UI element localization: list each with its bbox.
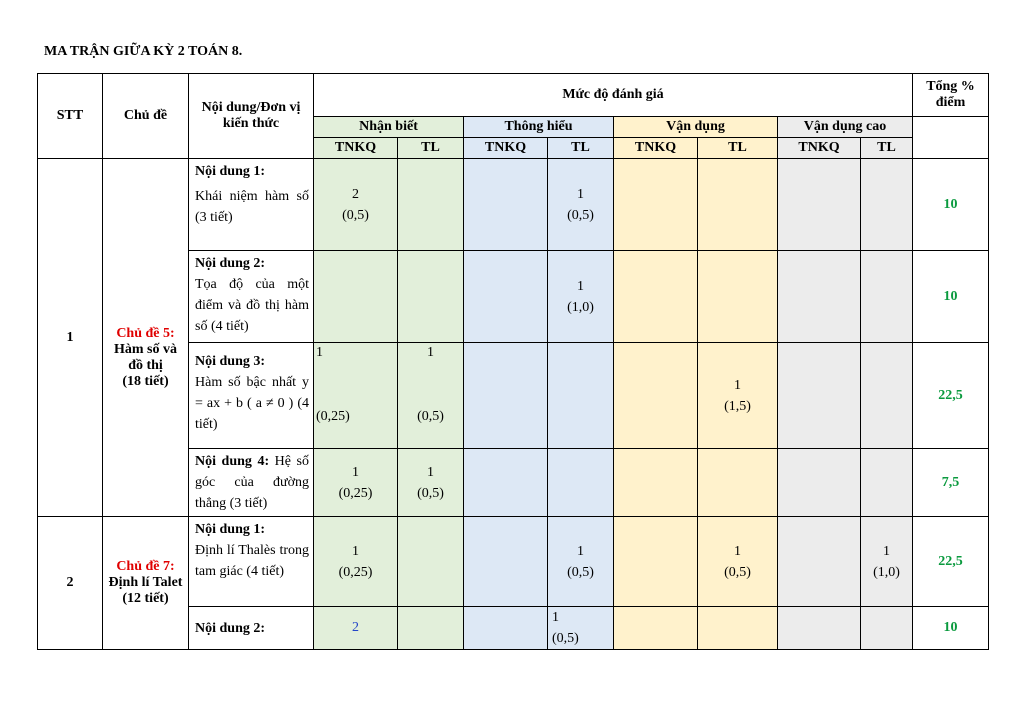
score-cell	[861, 607, 913, 650]
topic-label: Chủ đề 7:	[116, 559, 175, 574]
score-cell	[614, 449, 698, 517]
content-text: Tọa độ của một điểm và đồ thị hàm số (4 tiết)	[195, 277, 309, 334]
content-cell	[189, 159, 314, 251]
subheader-tl: TL	[398, 138, 464, 159]
score-cell	[314, 607, 398, 650]
score-cell	[464, 159, 548, 251]
score-count: 2	[352, 620, 359, 635]
score-cell	[861, 343, 913, 449]
score-cell: 1 (0,5)	[548, 159, 614, 251]
score-cell: 1 (1,0)	[548, 251, 614, 343]
score-cell	[548, 343, 614, 449]
score-cell	[398, 251, 464, 343]
content-text: Định lí Thalès trong tam giác (4 tiết)	[195, 543, 309, 579]
score-cell: 1 (0,25)	[314, 517, 398, 607]
header-row-1	[38, 74, 989, 117]
score-cell: 1 (0,5)	[398, 449, 464, 517]
content-text: Hàm số bậc nhất y = ax + b ( a ≠ 0 ) (4 tiết)	[195, 375, 309, 432]
topic-name: Hàm số và đồ thị	[114, 341, 177, 373]
score-cell	[614, 343, 698, 449]
content-label: Nội dung 1:	[195, 164, 266, 179]
topic-cell	[103, 517, 189, 650]
level-application-header: Vận dụng	[614, 117, 778, 138]
score-cell	[778, 251, 861, 343]
total-cell: 10	[913, 159, 989, 251]
total-cell: 7,5	[913, 449, 989, 517]
table-row	[38, 517, 989, 607]
content-text: Hệ số góc của đường thẳng (3 tiết)	[195, 454, 309, 511]
content-cell	[189, 343, 314, 449]
score-cell: 1 (1,5)	[698, 343, 778, 449]
content-cell	[189, 449, 314, 517]
score-cell	[778, 159, 861, 251]
score-cell	[398, 517, 464, 607]
score-cell: 1 (0,5)	[698, 517, 778, 607]
score-cell	[614, 517, 698, 607]
score-cell	[614, 607, 698, 650]
topic-name: Định lí Talet (12 tiết)	[108, 575, 183, 606]
score-cell	[861, 449, 913, 517]
level-recognition-header: Nhận biết	[314, 117, 464, 138]
score-points: (0,25)	[316, 409, 350, 424]
score-cell	[314, 343, 398, 449]
topic-hours: (18 tiết)	[122, 373, 169, 389]
content-text: Khái niệm hàm số (3 tiết)	[195, 189, 309, 225]
subheader-tnkq: TNKQ	[314, 138, 398, 159]
content-cell	[189, 607, 314, 650]
evaluation-level-header: Mức độ đánh giá	[314, 74, 913, 117]
content-label: Nội dung 1:	[195, 522, 266, 537]
subheader-tl: TL	[861, 138, 913, 159]
total-cell: 22,5	[913, 517, 989, 607]
score-cell	[464, 449, 548, 517]
content-label: Nội dung 2:	[195, 256, 266, 271]
total-cell: 10	[913, 607, 989, 650]
score-cell	[778, 343, 861, 449]
assessment-matrix-table	[37, 73, 989, 650]
score-cell: 2 (0,5)	[314, 159, 398, 251]
score-count: 1	[316, 345, 323, 360]
score-cell: 1 (0,5)	[548, 517, 614, 607]
document-title: MA TRẬN GIỮA KỲ 2 TOÁN 8.	[44, 44, 243, 59]
score-cell	[464, 343, 548, 449]
subheader-tnkq: TNKQ	[778, 138, 861, 159]
score-cell	[398, 159, 464, 251]
subheader-tl: TL	[698, 138, 778, 159]
score-cell	[464, 607, 548, 650]
score-cell: 1 (0,25)	[314, 449, 398, 517]
table-row	[38, 159, 989, 251]
score-cell	[398, 343, 464, 449]
score-cell	[778, 517, 861, 607]
score-cell	[778, 449, 861, 517]
score-cell	[464, 517, 548, 607]
score-cell	[861, 251, 913, 343]
content-label: Nội dung 2:	[195, 620, 266, 636]
score-cell: 1 (0,5)	[548, 607, 614, 650]
total-header-blank	[913, 117, 989, 159]
score-cell	[614, 159, 698, 251]
stt-cell: 2	[38, 517, 103, 650]
topic-header: Chủ đề	[103, 74, 189, 159]
content-cell	[189, 517, 314, 607]
subheader-tl: TL	[548, 138, 614, 159]
total-cell: 22,5	[913, 343, 989, 449]
subheader-tnkq: TNKQ	[614, 138, 698, 159]
total-cell: 10	[913, 251, 989, 343]
score-cell	[861, 159, 913, 251]
subheader-tnkq: TNKQ	[464, 138, 548, 159]
score-cell	[398, 607, 464, 650]
score-cell	[698, 251, 778, 343]
level-high-application-header: Vận dụng cao	[778, 117, 913, 138]
total-percent-header: Tổng % điểm	[913, 74, 989, 117]
score-cell	[698, 607, 778, 650]
topic-cell	[103, 159, 189, 517]
topic-label: Chủ đề 5:	[116, 325, 175, 341]
score-cell	[778, 607, 861, 650]
content-label: Nội dung 4:	[195, 454, 270, 469]
score-cell	[614, 251, 698, 343]
score-count: 1	[427, 345, 434, 360]
score-cell: 1 (1,0)	[861, 517, 913, 607]
score-points: (0,5)	[417, 409, 444, 424]
stt-header: STT	[38, 74, 103, 159]
content-header: Nội dung/Đơn vị kiến thức	[189, 74, 314, 159]
score-cell	[698, 159, 778, 251]
score-cell	[698, 449, 778, 517]
stt-cell: 1	[38, 159, 103, 517]
score-cell	[464, 251, 548, 343]
content-label: Nội dung 3:	[195, 354, 266, 369]
score-cell	[314, 251, 398, 343]
score-cell	[548, 449, 614, 517]
content-cell	[189, 251, 314, 343]
level-understanding-header: Thông hiểu	[464, 117, 614, 138]
